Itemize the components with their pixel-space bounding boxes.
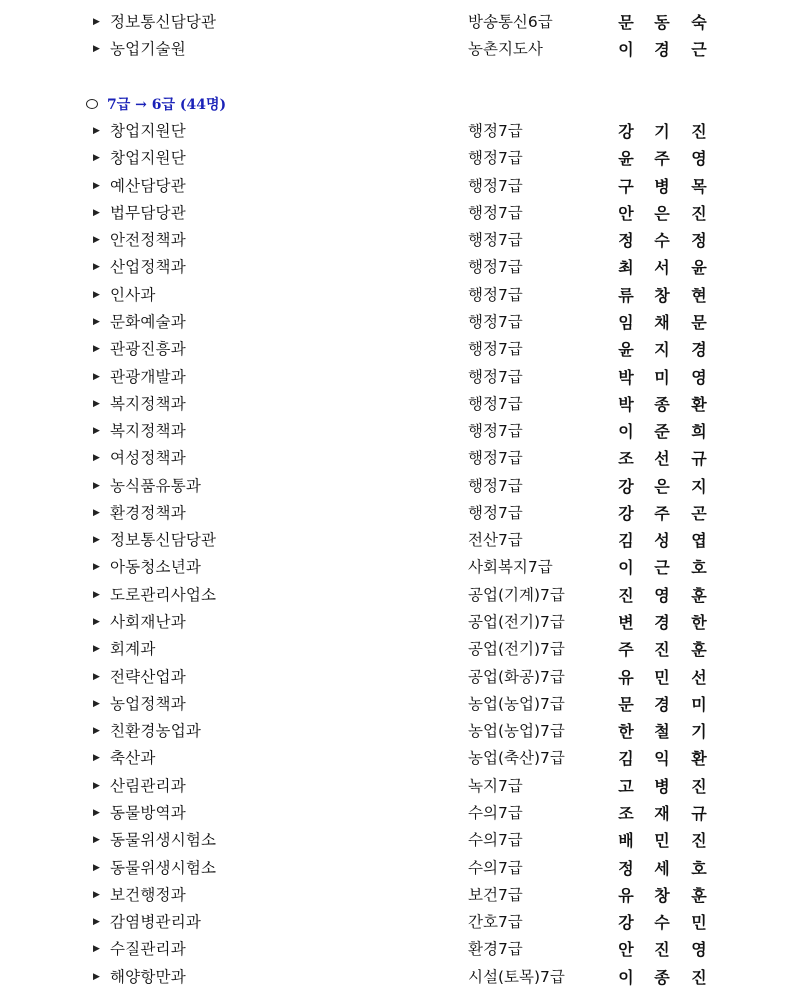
department-name: 창업지원단 xyxy=(110,122,186,140)
name-character: 종 xyxy=(654,394,670,414)
section-header xyxy=(86,92,226,119)
name-character: 윤 xyxy=(691,258,707,278)
department-name: 정보통신담당관 xyxy=(110,531,217,550)
job-grade: 행정7급 xyxy=(468,503,523,522)
name-character: 창 xyxy=(654,885,670,905)
name-character: 이 xyxy=(618,40,634,60)
department-name: 복지정책과 xyxy=(110,394,186,413)
list-item xyxy=(0,554,800,581)
triangle-bullet-icon: ▶ xyxy=(93,289,100,300)
department-name: 창업지원단 xyxy=(110,149,186,168)
name-character: 준 xyxy=(654,422,670,442)
job-grade: 행정7급 xyxy=(468,122,523,140)
name-character: 임 xyxy=(618,312,634,332)
list-item xyxy=(0,364,800,391)
triangle-bullet-icon: ▶ xyxy=(93,398,100,409)
list-item xyxy=(0,527,800,554)
department-name: 농업기술원 xyxy=(110,40,186,59)
department-name: 친환경농업과 xyxy=(110,722,202,741)
list-item xyxy=(0,855,800,882)
job-grade: 행정7급 xyxy=(468,340,523,359)
list-item xyxy=(0,118,800,145)
job-grade: 수의7급 xyxy=(468,858,523,877)
department-name: 동물위생시험소 xyxy=(110,831,217,850)
list-item xyxy=(0,445,800,472)
list-item xyxy=(0,773,800,800)
job-grade: 녹지7급 xyxy=(468,776,523,795)
list-item xyxy=(0,418,800,445)
name-character: 진 xyxy=(618,585,634,605)
job-grade: 공업(전기)7급 xyxy=(468,613,565,632)
department-name: 축산과 xyxy=(110,749,156,768)
triangle-bullet-icon: ▶ xyxy=(93,644,100,655)
department-name: 보건행정과 xyxy=(110,885,186,904)
department-name: 정보통신담당관 xyxy=(110,13,217,31)
name-character: 수 xyxy=(654,231,670,251)
job-grade: 행정7급 xyxy=(468,176,523,195)
name-character: 이 xyxy=(618,967,634,987)
job-grade: 방송통신6급 xyxy=(468,13,553,31)
name-character: 근 xyxy=(654,558,670,578)
triangle-bullet-icon: ▶ xyxy=(93,589,100,600)
job-grade: 보건7급 xyxy=(468,885,523,904)
name-character: 훈 xyxy=(691,885,707,905)
triangle-bullet-icon: ▶ xyxy=(93,862,100,873)
name-character: 곤 xyxy=(691,503,707,523)
job-grade: 행정7급 xyxy=(468,231,523,250)
department-name: 회계과 xyxy=(110,640,156,659)
list-item xyxy=(0,336,800,363)
name-character: 안 xyxy=(618,940,634,960)
job-grade: 행정7급 xyxy=(468,203,523,222)
department-name: 문화예술과 xyxy=(110,312,186,331)
name-character: 동 xyxy=(654,13,670,32)
list-item xyxy=(0,582,800,609)
name-character: 유 xyxy=(618,667,634,687)
name-character: 한 xyxy=(691,613,707,633)
triangle-bullet-icon: ▶ xyxy=(93,780,100,791)
name-character: 창 xyxy=(654,285,670,305)
list-item xyxy=(0,964,800,991)
name-character: 한 xyxy=(618,722,634,742)
name-character: 안 xyxy=(618,203,634,223)
department-name: 복지정책과 xyxy=(110,422,186,441)
triangle-bullet-icon: ▶ xyxy=(93,153,100,164)
name-character: 주 xyxy=(654,149,670,169)
list-item xyxy=(0,609,800,636)
name-character: 민 xyxy=(654,667,670,687)
name-character: 병 xyxy=(654,176,670,196)
name-character: 훈 xyxy=(691,640,707,660)
department-name: 관광개발과 xyxy=(110,367,186,386)
name-character: 근 xyxy=(691,40,707,60)
list-item xyxy=(0,882,800,909)
name-character: 정 xyxy=(618,858,634,878)
triangle-bullet-icon: ▶ xyxy=(93,126,100,136)
department-name: 도로관리사업소 xyxy=(110,585,217,604)
triangle-bullet-icon: ▶ xyxy=(93,344,100,355)
name-character: 목 xyxy=(691,176,707,196)
name-character: 선 xyxy=(691,667,707,687)
triangle-bullet-icon: ▶ xyxy=(93,17,100,27)
job-grade: 환경7급 xyxy=(468,940,523,959)
job-grade: 행정7급 xyxy=(468,449,523,468)
name-character: 호 xyxy=(691,858,707,878)
triangle-bullet-icon: ▶ xyxy=(93,262,100,273)
list-item xyxy=(0,9,800,36)
job-grade: 행정7급 xyxy=(468,476,523,495)
triangle-bullet-icon: ▶ xyxy=(93,207,100,218)
name-character: 영 xyxy=(654,585,670,605)
job-grade: 수의7급 xyxy=(468,804,523,822)
name-character: 진 xyxy=(691,776,707,796)
triangle-bullet-icon: ▶ xyxy=(93,426,100,437)
triangle-bullet-icon: ▶ xyxy=(93,371,100,382)
list-item xyxy=(0,909,800,936)
department-name: 법무담당관 xyxy=(110,203,186,222)
triangle-bullet-icon: ▶ xyxy=(93,617,100,628)
name-character: 지 xyxy=(691,476,707,496)
name-character: 강 xyxy=(618,913,634,933)
name-character: 숙 xyxy=(691,13,707,32)
list-item xyxy=(0,282,800,309)
name-character: 병 xyxy=(654,776,670,796)
department-name: 안전정책과 xyxy=(110,231,186,250)
name-character: 미 xyxy=(654,367,670,387)
job-grade: 사회복지7급 xyxy=(468,558,553,577)
name-character: 채 xyxy=(654,312,670,332)
triangle-bullet-icon: ▶ xyxy=(93,917,100,928)
job-grade: 행정7급 xyxy=(468,149,523,168)
list-item xyxy=(0,827,800,854)
name-character: 미 xyxy=(691,694,707,714)
list-item xyxy=(0,745,800,772)
list-item xyxy=(0,254,800,281)
job-grade: 공업(기계)7급 xyxy=(468,585,565,604)
name-character: 재 xyxy=(654,804,670,823)
name-character: 류 xyxy=(618,285,634,305)
job-grade: 시설(토목)7급 xyxy=(468,967,565,986)
name-character: 민 xyxy=(654,831,670,851)
job-grade: 행정7급 xyxy=(468,367,523,386)
name-character: 문 xyxy=(691,312,707,332)
name-character: 영 xyxy=(691,149,707,169)
name-character: 정 xyxy=(691,231,707,251)
list-item xyxy=(0,200,800,227)
circle-bullet-icon xyxy=(86,99,98,109)
job-grade: 농업(농업)7급 xyxy=(468,722,565,741)
job-grade: 행정7급 xyxy=(468,422,523,441)
list-item xyxy=(0,800,800,827)
name-character: 이 xyxy=(618,558,634,578)
department-name: 해양항만과 xyxy=(110,967,186,986)
name-character: 강 xyxy=(618,122,634,141)
list-item xyxy=(0,691,800,718)
department-name: 농식품유통과 xyxy=(110,476,202,495)
job-grade: 공업(화공)7급 xyxy=(468,667,565,686)
department-name: 산림관리과 xyxy=(110,776,186,795)
list-item xyxy=(0,936,800,963)
name-character: 경 xyxy=(654,613,670,633)
department-name: 동물방역과 xyxy=(110,804,186,822)
name-character: 경 xyxy=(691,340,707,360)
triangle-bullet-icon: ▶ xyxy=(93,235,100,246)
department-name: 여성정책과 xyxy=(110,449,186,468)
department-name: 관광진흥과 xyxy=(110,340,186,359)
name-character: 정 xyxy=(618,231,634,251)
name-character: 진 xyxy=(691,831,707,851)
name-character: 현 xyxy=(691,285,707,305)
triangle-bullet-icon: ▶ xyxy=(93,808,100,818)
name-character: 배 xyxy=(618,831,634,851)
name-character: 은 xyxy=(654,203,670,223)
job-grade: 행정7급 xyxy=(468,258,523,277)
list-item xyxy=(0,309,800,336)
name-character: 규 xyxy=(691,804,707,823)
list-item xyxy=(0,718,800,745)
department-name: 농업정책과 xyxy=(110,694,186,713)
name-character: 기 xyxy=(691,722,707,742)
job-grade: 전산7급 xyxy=(468,531,523,550)
triangle-bullet-icon: ▶ xyxy=(93,971,100,982)
name-character: 강 xyxy=(618,503,634,523)
name-character: 김 xyxy=(618,531,634,551)
triangle-bullet-icon: ▶ xyxy=(93,180,100,191)
department-name: 감염병관리과 xyxy=(110,913,202,932)
name-character: 성 xyxy=(654,531,670,551)
name-character: 호 xyxy=(691,558,707,578)
name-character: 문 xyxy=(618,13,634,32)
name-character: 철 xyxy=(654,722,670,742)
name-character: 훈 xyxy=(691,585,707,605)
name-character: 진 xyxy=(654,640,670,660)
triangle-bullet-icon: ▶ xyxy=(93,44,100,55)
triangle-bullet-icon: ▶ xyxy=(93,480,100,491)
department-name: 인사과 xyxy=(110,285,156,304)
name-character: 박 xyxy=(618,394,634,414)
name-character: 서 xyxy=(654,258,670,278)
name-character: 변 xyxy=(618,613,634,633)
name-character: 선 xyxy=(654,449,670,469)
name-character: 엽 xyxy=(691,531,707,551)
name-character: 영 xyxy=(691,940,707,960)
list-item xyxy=(0,473,800,500)
department-name: 수질관리과 xyxy=(110,940,186,959)
list-item xyxy=(0,636,800,663)
list-item xyxy=(0,391,800,418)
name-character: 익 xyxy=(654,749,670,769)
department-name: 예산담당관 xyxy=(110,176,186,195)
name-character: 문 xyxy=(618,694,634,714)
triangle-bullet-icon: ▶ xyxy=(93,753,100,764)
name-character: 민 xyxy=(691,913,707,933)
triangle-bullet-icon: ▶ xyxy=(93,316,100,327)
name-character: 세 xyxy=(654,858,670,878)
job-grade: 행정7급 xyxy=(468,394,523,413)
triangle-bullet-icon: ▶ xyxy=(93,453,100,464)
job-grade: 간호7급 xyxy=(468,913,523,932)
name-character: 박 xyxy=(618,367,634,387)
name-character: 최 xyxy=(618,258,634,278)
name-character: 수 xyxy=(654,913,670,933)
triangle-bullet-icon: ▶ xyxy=(93,698,100,709)
name-character: 기 xyxy=(654,122,670,141)
job-grade: 농촌지도사 xyxy=(468,40,543,59)
name-character: 주 xyxy=(654,503,670,523)
name-character: 희 xyxy=(691,422,707,442)
name-character: 은 xyxy=(654,476,670,496)
name-character: 영 xyxy=(691,367,707,387)
triangle-bullet-icon: ▶ xyxy=(93,535,100,546)
name-character: 주 xyxy=(618,640,634,660)
name-character: 강 xyxy=(618,476,634,496)
name-character: 종 xyxy=(654,967,670,987)
name-character: 조 xyxy=(618,449,634,469)
triangle-bullet-icon: ▶ xyxy=(93,507,100,518)
job-grade: 농업(축산)7급 xyxy=(468,749,565,768)
triangle-bullet-icon: ▶ xyxy=(93,944,100,955)
triangle-bullet-icon: ▶ xyxy=(93,726,100,737)
triangle-bullet-icon: ▶ xyxy=(93,889,100,900)
triangle-bullet-icon: ▶ xyxy=(93,835,100,846)
list-item xyxy=(0,173,800,200)
name-character: 유 xyxy=(618,885,634,905)
name-character: 지 xyxy=(654,340,670,360)
department-name: 사회재난과 xyxy=(110,613,186,632)
name-character: 진 xyxy=(691,967,707,987)
name-character: 경 xyxy=(654,694,670,714)
name-character: 진 xyxy=(691,122,707,141)
name-character: 김 xyxy=(618,749,634,769)
name-character: 환 xyxy=(691,749,707,769)
department-name: 전략산업과 xyxy=(110,667,186,686)
job-grade: 농업(농업)7급 xyxy=(468,694,565,713)
section-title: 7급 → 6급 (44명) xyxy=(107,97,227,113)
department-name: 아동청소년과 xyxy=(110,558,202,577)
name-character: 진 xyxy=(654,940,670,960)
name-character: 진 xyxy=(691,203,707,223)
triangle-bullet-icon: ▶ xyxy=(93,671,100,682)
triangle-bullet-icon: ▶ xyxy=(93,562,100,573)
name-character: 경 xyxy=(654,40,670,60)
name-character: 조 xyxy=(618,804,634,823)
name-character: 규 xyxy=(691,449,707,469)
list-item xyxy=(0,36,800,63)
job-grade: 행정7급 xyxy=(468,285,523,304)
name-character: 환 xyxy=(691,394,707,414)
list-item xyxy=(0,664,800,691)
job-grade: 수의7급 xyxy=(468,831,523,850)
name-character: 윤 xyxy=(618,149,634,169)
list-item xyxy=(0,145,800,172)
job-grade: 행정7급 xyxy=(468,312,523,331)
name-character: 윤 xyxy=(618,340,634,360)
list-item xyxy=(0,227,800,254)
department-name: 환경정책과 xyxy=(110,503,186,522)
name-character: 고 xyxy=(618,776,634,796)
name-character: 이 xyxy=(618,422,634,442)
name-character: 구 xyxy=(618,176,634,196)
department-name: 산업정책과 xyxy=(110,258,186,277)
department-name: 동물위생시험소 xyxy=(110,858,217,877)
job-grade: 공업(전기)7급 xyxy=(468,640,565,659)
list-item xyxy=(0,500,800,527)
